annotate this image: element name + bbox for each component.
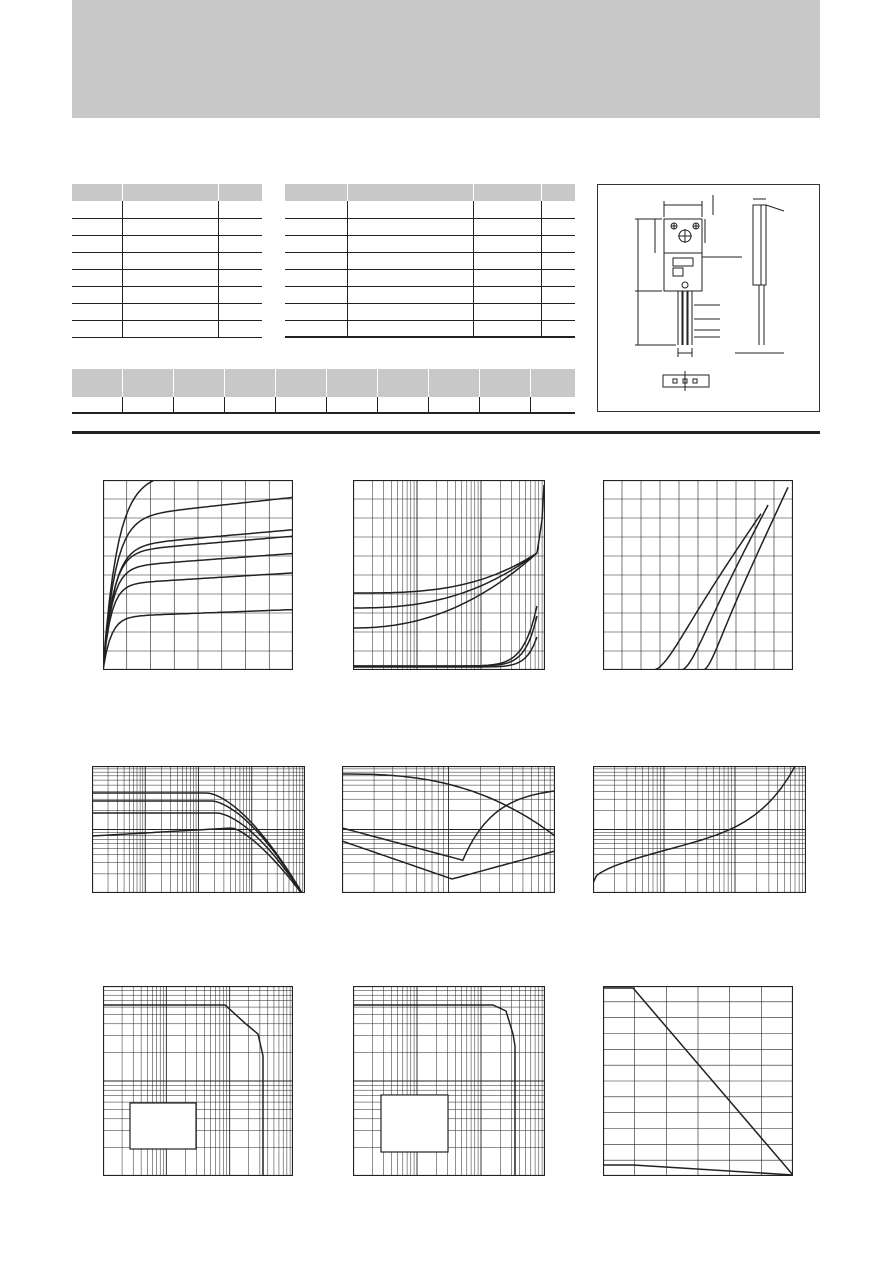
chart-6 <box>593 766 806 893</box>
chart-7 <box>103 986 293 1176</box>
series-curve-4 <box>353 606 537 666</box>
absolute-ratings-table <box>72 184 262 338</box>
legend-box <box>381 1095 448 1152</box>
series-curve-7 <box>537 485 544 553</box>
chart-9 <box>603 986 793 1176</box>
package-outline-box <box>597 184 820 412</box>
chart-3 <box>603 480 793 670</box>
series-curve-2 <box>353 553 537 608</box>
chart-2 <box>353 480 545 670</box>
to-220f-package-outline-icon <box>598 185 821 413</box>
chart-4 <box>92 766 305 893</box>
chart-8 <box>353 986 545 1176</box>
series-curve-1 <box>353 553 537 593</box>
hfe-classification-table <box>72 369 575 414</box>
chart-5 <box>342 766 555 893</box>
header-band <box>72 0 820 118</box>
series-curve-5 <box>353 616 537 666</box>
series-curve-3 <box>703 487 788 670</box>
chart-1 <box>103 480 293 670</box>
electrical-characteristics-table <box>285 184 575 338</box>
section-divider <box>72 431 820 434</box>
series-curve-3 <box>353 553 537 628</box>
legend-box <box>130 1103 196 1149</box>
soa-boundary <box>103 1005 263 1176</box>
series-curve-1 <box>593 766 806 883</box>
